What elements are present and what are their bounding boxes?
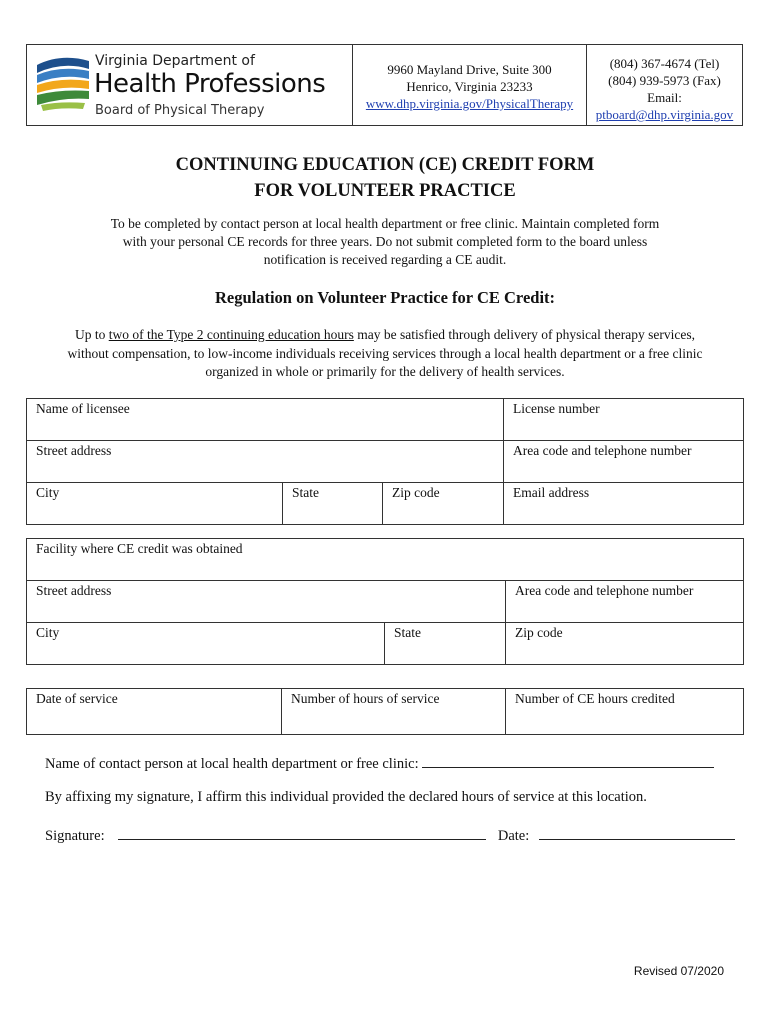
facility-zip-field[interactable]: Zip code xyxy=(506,623,744,665)
date-input[interactable] xyxy=(539,825,735,840)
logo-line-1: Virginia Department of xyxy=(95,53,255,69)
facility-table xyxy=(26,538,744,665)
regulation-line-3: organized in whole or primarily for the delivery of health services. xyxy=(205,364,565,379)
licensee-phone-field[interactable]: Area code and telephone number xyxy=(504,441,744,483)
form-title-line-1: CONTINUING EDUCATION (CE) CREDIT FORM xyxy=(175,155,595,175)
website-link[interactable]: www.dhp.virginia.gov/PhysicalTherapy xyxy=(365,96,574,111)
instructions-line-2: with your personal CE records for three years. Do not submit completed form to the board unless xyxy=(122,234,648,249)
facility-phone-field[interactable]: Area code and telephone number xyxy=(506,581,744,623)
licensee-street-field[interactable]: Street address xyxy=(27,441,504,483)
regulation-prefix: Up to xyxy=(74,327,109,342)
instructions-line-1: To be completed by contact person at local health department or free clinic. Maintain completed form xyxy=(110,216,660,231)
instructions-line-3: notification is received regarding a CE audit. xyxy=(263,252,507,267)
signature-input[interactable] xyxy=(118,825,486,840)
facility-name-field[interactable]: Facility where CE credit was obtained xyxy=(27,539,744,581)
form-title-line-2: FOR VOLUNTEER PRACTICE xyxy=(254,181,516,201)
revision-date: Revised 07/2020 xyxy=(633,964,724,978)
service-hours-field[interactable]: Number of hours of service xyxy=(282,689,506,735)
licensee-email-field[interactable]: Email address xyxy=(504,483,744,525)
licensee-city-field[interactable]: City xyxy=(27,483,283,525)
email-link[interactable]: ptboard@dhp.virginia.gov xyxy=(595,107,734,122)
board-contact xyxy=(587,45,742,125)
email-label: Email: xyxy=(647,90,682,105)
licensee-zip-field[interactable]: Zip code xyxy=(383,483,504,525)
board-address xyxy=(353,45,587,125)
address-street: 9960 Mayland Drive, Suite 300 xyxy=(387,62,552,77)
phone-tel: (804) 367-4674 (Tel) xyxy=(609,56,720,71)
ce-hours-field[interactable]: Number of CE hours credited xyxy=(506,689,744,735)
logo-line-2: Health Professions xyxy=(94,69,326,99)
facility-state-field[interactable]: State xyxy=(385,623,506,665)
regulation-line-2: without compensation, to low-income individuals receiving services through a local health department or a free clinic xyxy=(67,345,703,361)
date-label: Date: xyxy=(497,828,530,844)
regulation-text xyxy=(26,326,744,382)
licensee-name-field[interactable]: Name of licensee xyxy=(27,399,504,441)
signature-row xyxy=(45,825,735,845)
regulation-rest: may be satisfied through delivery of physical therapy services, xyxy=(353,327,696,342)
affirmation-text: By affixing my signature, I affirm this individual provided the declared hours of service at this location. xyxy=(45,789,647,805)
regulation-line-1 xyxy=(26,326,744,345)
contact-person-label: Name of contact person at local health department or free clinic: xyxy=(45,756,419,772)
service-table xyxy=(26,688,744,735)
signature-label: Signature: xyxy=(45,828,105,844)
contact-person-input[interactable] xyxy=(422,753,714,768)
phone-fax: (804) 939-5973 (Fax) xyxy=(608,73,721,88)
license-number-field[interactable]: License number xyxy=(504,399,744,441)
dhp-logo xyxy=(27,45,353,125)
address-city: Henrico, Virginia 23233 xyxy=(406,79,533,94)
instructions xyxy=(60,215,710,269)
form-title xyxy=(0,152,770,204)
contact-person-row xyxy=(45,753,714,773)
logo-line-3: Board of Physical Therapy xyxy=(95,103,265,118)
regulation-underlined: two of the Type 2 continuing education hours xyxy=(108,327,354,342)
licensee-table xyxy=(26,398,744,525)
facility-street-field[interactable]: Street address xyxy=(27,581,506,623)
service-date-field[interactable]: Date of service xyxy=(27,689,282,735)
facility-city-field[interactable]: City xyxy=(27,623,385,665)
regulation-heading: Regulation on Volunteer Practice for CE Credit: xyxy=(214,288,556,307)
dhp-emblem-icon xyxy=(33,51,93,113)
letterhead xyxy=(26,44,743,126)
licensee-state-field[interactable]: State xyxy=(283,483,383,525)
